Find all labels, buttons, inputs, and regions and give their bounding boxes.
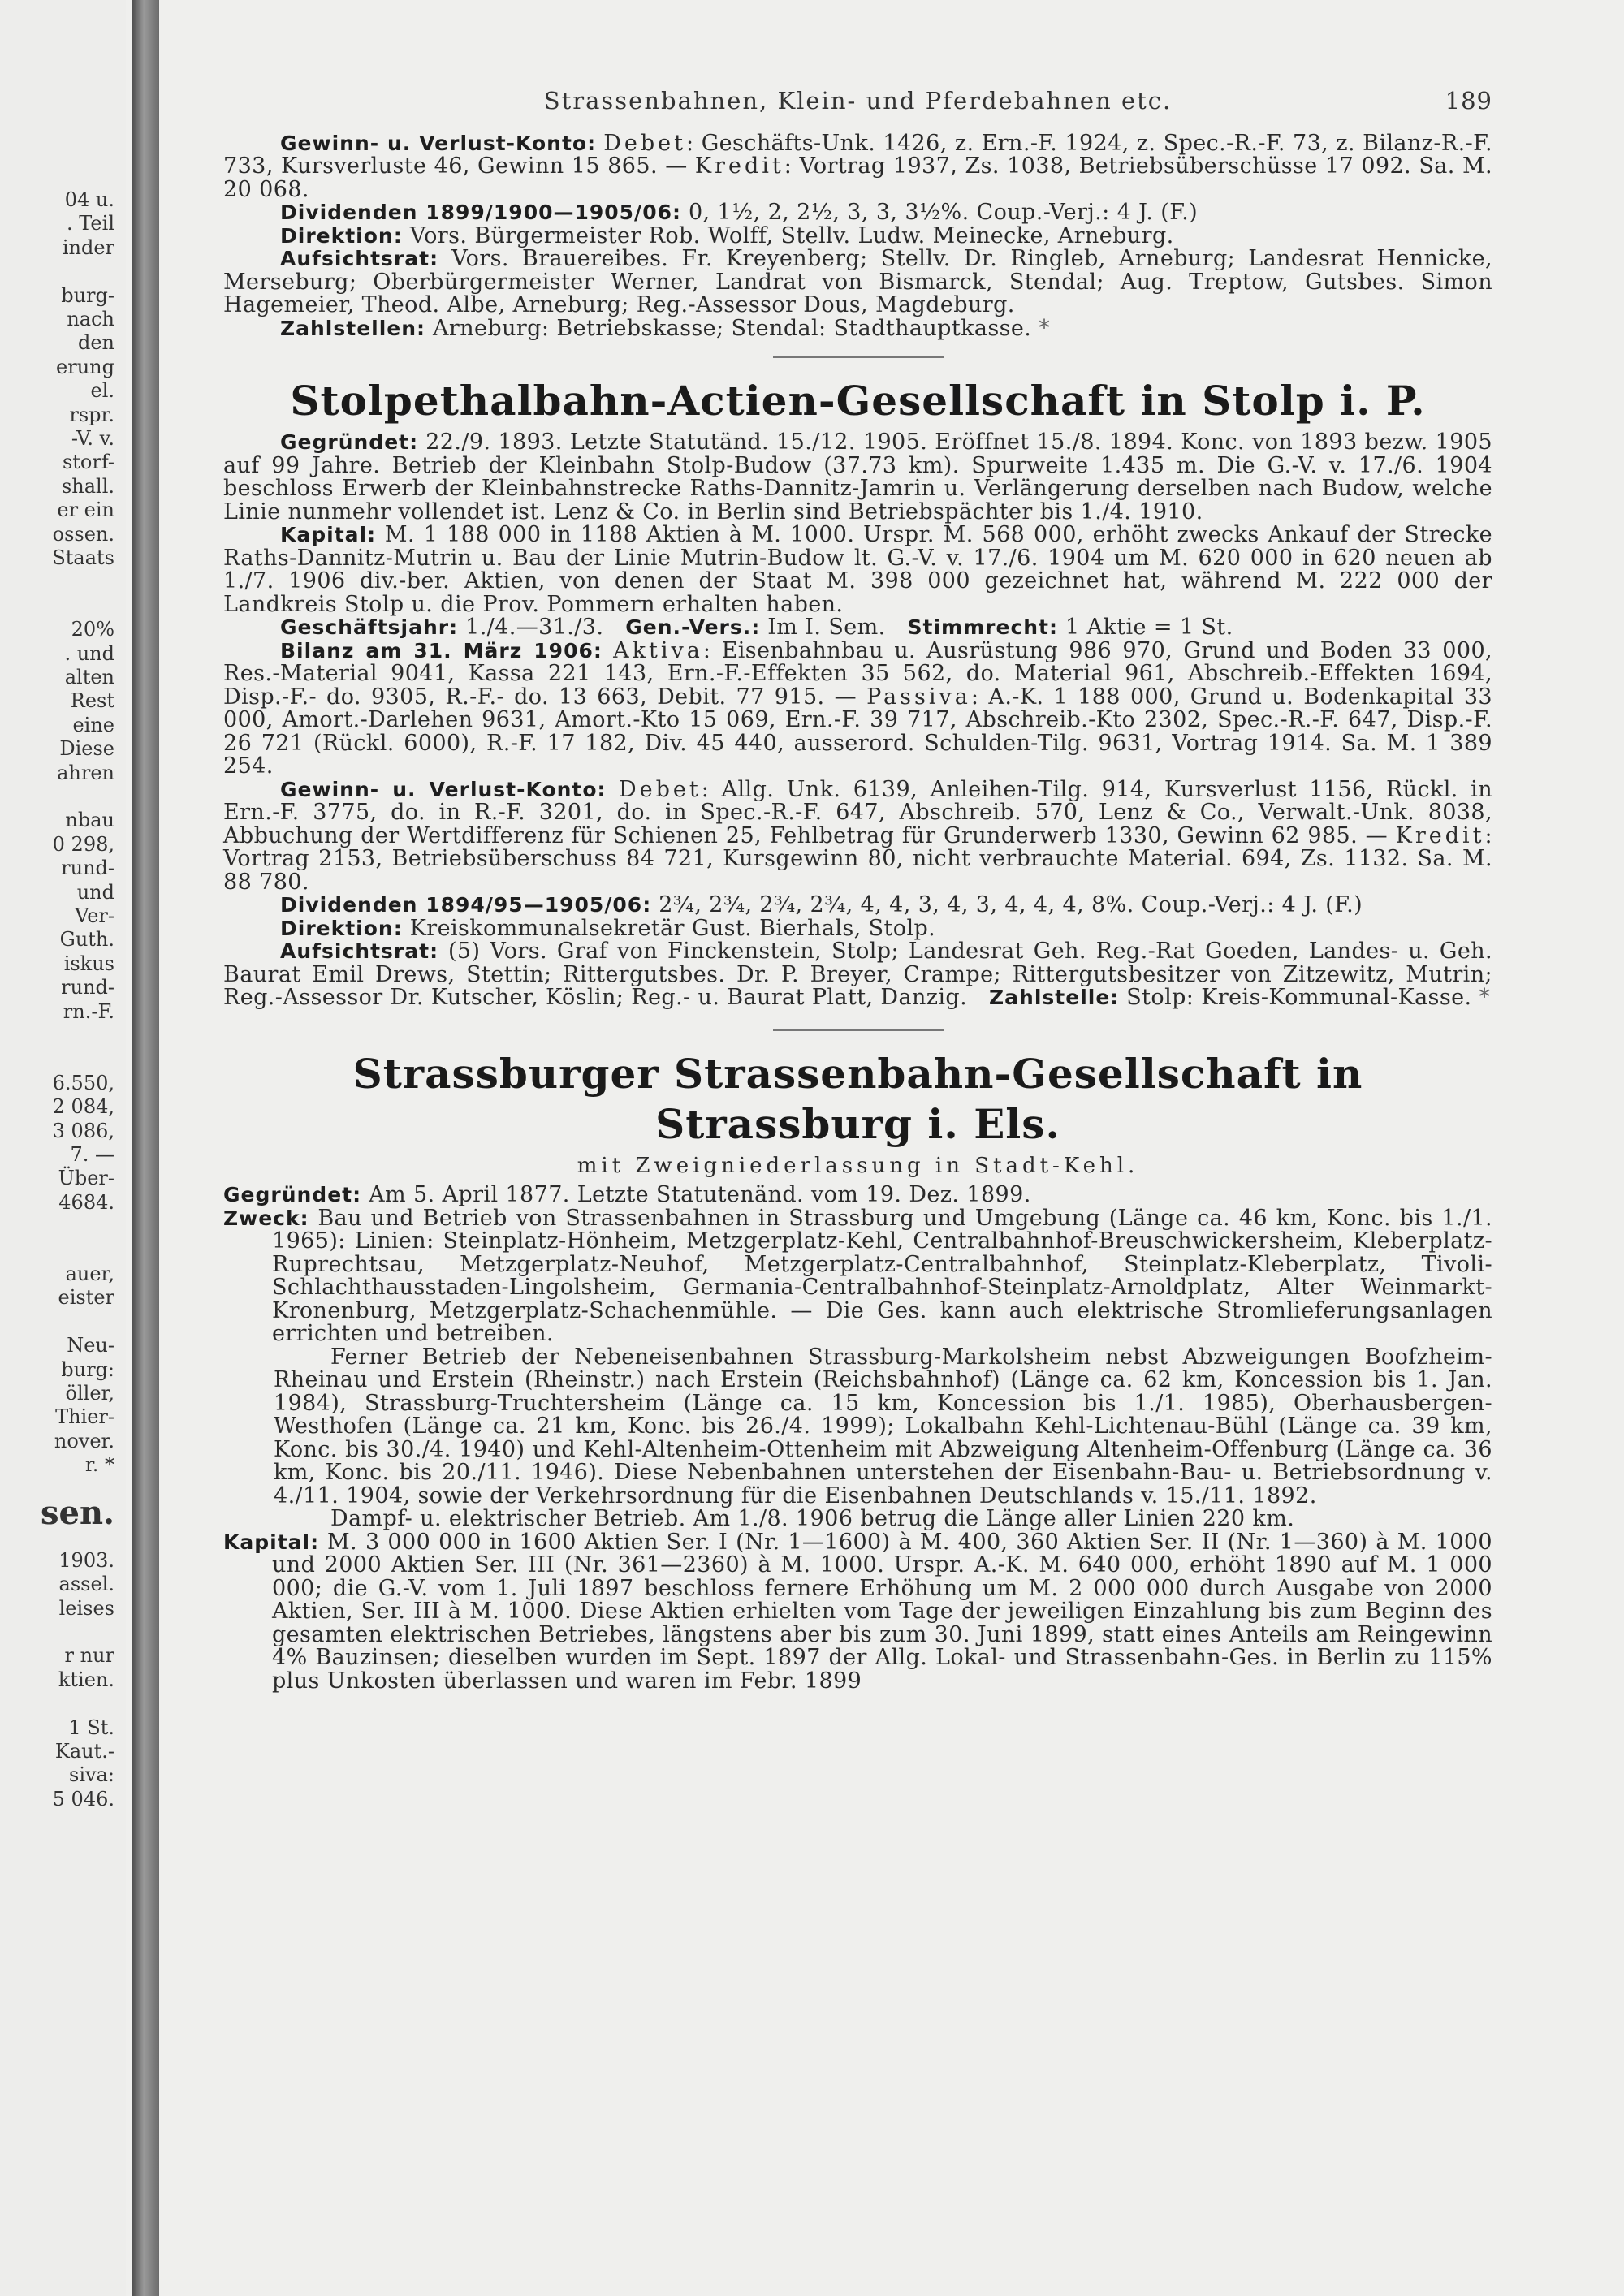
adjacent-page-fragment: Kaut.- <box>54 1740 114 1763</box>
stolp-entry <box>223 376 1492 1010</box>
prev-zahlstellen-text: Arneburg: Betriebskasse; Stendal: Stadthauptkasse. <box>433 315 1032 341</box>
adjacent-page-fragment: Über- <box>58 1167 114 1190</box>
adjacent-page-fragment: nover. <box>54 1429 114 1452</box>
adjacent-page-fragment: er ein <box>57 498 114 522</box>
stolp-gewinn-label: Gewinn- u. Verlust-Konto: <box>280 777 607 801</box>
adjacent-page-fragment: assel. <box>58 1573 114 1596</box>
stolp-bilanz <box>223 637 1493 779</box>
stolp-direktion-text: Kreiskommunalsekretär Gust. Bierhals, Stolp. <box>409 915 936 941</box>
stolp-kredit-word: Kredit <box>1395 822 1485 848</box>
prev-gewinn-text-a: : Geschäfts-Unk. 1426, z. Ern.-F. 1924, z. Spec.-R.-F. 73, z. Bilanz-R.-F. 733, Kursverluste 46, Gewinn 15 865. — <box>223 130 1493 179</box>
prev-aufsichtsrat-text: Vors. Brauereibes. Fr. Kreyenberg; Stellv. Dr. Ringleb, Arneburg; Landesrat Hennicke, Merseburg; Oberbürgermeister Werner, Landrat von Bismarck, Stendal; Aug. Treptow, Gutsbes. Simon Hagemeier, Theod. Albe, Arneburg; Reg.-Assessor Dous, Magdeburg. <box>223 246 1492 317</box>
page-body <box>223 89 1492 1693</box>
adjacent-page-fragment: 4684. <box>58 1190 114 1214</box>
strassburg-entry <box>223 1049 1492 1694</box>
adjacent-page-fragment: 1 St. <box>68 1716 114 1739</box>
stolp-kapital-label: Kapital: <box>280 523 377 546</box>
stolp-gewinn-text-b: : Vortrag 2153, Betriebsüberschuss 84 721, Kursgewinn 80, nicht verbrauchte Material. 694, Zs. 1132. Sa. M. 88 780. <box>223 822 1492 895</box>
stolp-asterisk: * <box>1479 985 1491 1010</box>
strassburg-zweck <box>223 1207 1492 1346</box>
prev-zahlstellen <box>223 317 1492 341</box>
strassburg-kapital-text: M. 3 000 000 in 1600 Aktien Ser. I (Nr. 1—1600) à M. 400, 360 Aktien Ser. II (Nr. 1—360) à M. 1000 und 2000 Aktien Ser. III (Nr. 361—2360) à M. 1000. Urspr. A.-K. M. 640 000, erhöht 1890 auf M. 1 000 000; die G.-V. vom 1. Juli 1897 beschloss fernere Erhöhung um M. 2 000 000 durch Ausgabe von 2000 Aktien, Ser. III à M. 1000. Diese Aktien erhielten vom Tage der jeweiligen Einzahlung bis zum Beginn des gesamten elektrischen Betriebes, längstens aber bis zum 30. Juni 1899, statt eines Anteils am Reingewinn 4% Bauzinsen; dieselben wurden im Sept. 1897 der Allg. Lokal- und Strassenbahn-Ges. in Berlin zu 115% plus Unkosten überlassen und waren im Febr. 1899 <box>272 1529 1492 1694</box>
adjacent-page-fragment: erung <box>56 355 114 378</box>
page-number: 189 <box>1445 87 1492 114</box>
stolp-bilanz-text-a: : Eisenbahnbau u. Ausrüstung 986 970, Grund und Boden 33 000, Res.-Material 9041, Kassa 221 143, Ern.-F.-Effekten 35 562, do. Material 961, Abschreib.-Effekten 1694, Disp.-F.- do. 9305, R.-F.- do. 13 663, Debit. 77 915. — <box>223 637 1493 710</box>
adjacent-page-fragment: öller, <box>65 1382 114 1405</box>
prev-entry <box>223 132 1492 341</box>
adjacent-page-fragment: und <box>76 880 114 904</box>
adjacent-page-fragment: 0 298, <box>52 832 114 856</box>
stolp-direktion-label: Direktion: <box>280 916 403 940</box>
strassburg-kapital-label: Kapital: <box>223 1530 320 1554</box>
stolp-gegruendet-label: Gegründet: <box>280 430 419 454</box>
stolp-dividenden <box>223 894 1492 917</box>
prev-gewinn-text-b: : Vortrag 1937, Zs. 1038, Betriebsüberschüsse 17 092. Sa. M. 20 068. <box>223 153 1492 202</box>
adjacent-page-fragment: . und <box>64 641 114 665</box>
prev-asterisk: * <box>1039 315 1051 341</box>
adjacent-page-fragment: Thier- <box>55 1405 114 1429</box>
adjacent-page-fragment: Neu- <box>67 1334 114 1357</box>
adjacent-page-fragment: shall. <box>61 474 114 498</box>
adjacent-page-fragment: el. <box>90 379 114 403</box>
stolp-passiva-word: Passiva <box>866 684 971 710</box>
adjacent-page-fragment: den <box>77 331 114 355</box>
stolp-aufsichtsrat-text: (5) Vors. Graf von Finckenstein, Stolp; Landesrat Geh. Reg.-Rat Goeden, Landes- u. Geh. Baurat Emil Drews, Stettin; Rittergutsbes. Dr. P. Breyer, Crampe; Rittergutsbesitzer von Zitzewitz, Mutrin; Reg.-Assessor Dr. Kutscher, Köslin; Reg.- u. Baurat Platt, Danzig. <box>223 939 1493 1010</box>
prev-kredit-word: Kredit <box>694 153 784 179</box>
running-header <box>223 89 1492 113</box>
stolp-geschaeftsjahr-line <box>223 616 1492 640</box>
stolp-aufsichtsrat <box>223 940 1492 1010</box>
adjacent-page-fragment: inder <box>62 235 114 259</box>
stolp-gewinn <box>223 776 1492 895</box>
adjacent-page-fragment: r. * <box>84 1453 114 1477</box>
adjacent-page-fragment: 6.550, <box>52 1071 114 1094</box>
adjacent-page-fragment: -V. v. <box>71 427 114 450</box>
adjacent-page-fragment: eine <box>72 713 114 736</box>
stolp-direktion <box>223 917 1492 941</box>
adjacent-page-fragment: nach <box>67 308 114 330</box>
adjacent-page-fragment: 1903. <box>58 1548 114 1572</box>
stolp-gegruendet-text: 22./9. 1893. Letzte Statutänd. 15./12. 1905. Eröffnet 15./8. 1894. Konc. von 1893 bezw. 1905 auf 99 Jahre. Betrieb der Kleinbahn Stolp-Budow (37.73 km). Spurweite 1.435 m. Die G.-V. v. 17./6. 1904 beschloss Erwerb der Kleinbahnstrecke Raths-Dannitz-Jamrin u. Verlängerung derselben nach Budow, welche Linie nunmehr vollendet ist. Lenz & Co. in Berlin sind Betriebspächter bis 1./4. 1910. <box>223 429 1492 524</box>
stolp-geschaeftsjahr-text: 1./4.—31./3. <box>465 615 604 640</box>
strassburg-kapital <box>223 1531 1492 1694</box>
adjacent-page-fragment: siva: <box>69 1763 114 1787</box>
adjacent-page-fragment: 3 086, <box>52 1119 114 1142</box>
adjacent-page-fragment: Rest <box>70 689 114 713</box>
prev-gewinn <box>223 132 1492 202</box>
adjacent-page-fragment: auer, <box>65 1262 114 1285</box>
adjacent-page-fragment: rund- <box>61 976 114 999</box>
adjacent-page-fragment: alten <box>64 666 114 688</box>
entry-separator <box>773 1029 944 1031</box>
prev-aufsichtsrat-label: Aufsichtsrat: <box>280 247 439 270</box>
stolp-genvers-text: Im I. Sem. <box>767 615 886 640</box>
strassburg-subtitle: mit Zweigniederlassung in Stadt-Kehl. <box>577 1153 1139 1178</box>
stolp-dividenden-text: 2¾, 2¾, 2¾, 2¾, 4, 4, 3, 4, 3, 4, 4, 4, 8%. Coup.-Verj.: 4 J. (F.) <box>659 892 1363 917</box>
adjacent-page-fragment: Guth. <box>59 928 114 952</box>
prev-aufsichtsrat <box>223 248 1492 317</box>
adjacent-page-fragment: ahren <box>57 761 114 784</box>
adjacent-page-fragment: storf- <box>62 451 114 474</box>
adjacent-page-fragment: sen. <box>41 1494 114 1532</box>
prev-dividenden-label: Dividenden 1899/1900—1905/06: <box>280 201 681 224</box>
stolp-dividenden-label: Dividenden 1894/95—1905/06: <box>280 893 652 917</box>
adjacent-page-fragment: burg- <box>61 283 114 307</box>
strassburg-gegruendet-label: Gegründet: <box>223 1183 362 1206</box>
stolp-bilanz-label: Bilanz am 31. März 1906: <box>280 638 603 662</box>
stolp-aufsichtsrat-label: Aufsichtsrat: <box>280 939 439 963</box>
adjacent-page-fragment: 20% <box>71 618 114 641</box>
strassburg-gegruendet-text: Am 5. April 1877. Letzte Statutenänd. vom 19. Dez. 1899. <box>369 1182 1031 1207</box>
adjacent-page-fragments <box>0 0 126 2296</box>
prev-direktion-text: Vors. Bürgermeister Rob. Wolff, Stellv. Ludw. Meinecke, Arneburg. <box>409 222 1174 248</box>
stolp-genvers-label: Gen.-Vers.: <box>625 615 761 639</box>
adjacent-page-fragment: rund- <box>61 857 114 880</box>
adjacent-page-fragment: r nur <box>64 1644 114 1668</box>
adjacent-page-fragment: iskus <box>63 952 114 975</box>
strassburg-ferner: Ferner Betrieb der Nebeneisenbahnen Strassburg-Markolsheim nebst Abzweigungen Boofzheim-Rheinau und Erstein (Rheinstr.) nach Erstein (Reichsbahnhof) (Länge ca. 62 km, Koncession bis 1. Jan. 1984), Strassburg-Truchtersheim (Länge ca. 15 km, Koncession bis 1./1. 1985), Oberhausbergen-Westhofen (Länge ca. 21 km, Konc. bis 26./4. 1999); Lokalbahn Kehl-Lichtenau-Bühl (Länge ca. 39 km, Konc. bis 30./4. 1940) und Kehl-Altenheim-Ottenheim mit Abzweigung Altenheim-Offenburg (Länge ca. 36 km, Konc. bis 20./11. 1946). Diese Nebenbahnen unterstehen der Eisenbahn-Bau- u. Betriebsordnung v. 4./11. 1904, sowie der Verkehrsordnung für die Eisenbahnen Deutschlands v. 15./11. 1892. <box>274 1344 1492 1508</box>
stolp-kapital <box>223 524 1492 616</box>
prev-gewinn-label: Gewinn- u. Verlust-Konto: <box>280 131 597 155</box>
adjacent-page-fragment: nbau <box>65 809 114 832</box>
prev-debet-word: Debet <box>603 130 687 156</box>
stolp-stimmrecht-label: Stimmrecht: <box>907 615 1059 639</box>
stolp-aktiva-word: Aktiva <box>613 637 703 663</box>
adjacent-page-fragment: eister <box>58 1286 114 1310</box>
stolp-title: Stolpethalbahn-Actien-Gesellschaft in Stolp i. P. <box>290 377 1426 425</box>
stolp-debet-word: Debet <box>618 776 702 802</box>
stolp-gewinn-text-a: : Allg. Unk. 6139, Anleihen-Tilg. 914, Kursverlust 1156, Rückl. in Ern.-F. 3775, do. in R.-F. 3201, do. in Spec.-R.-F. 647, Abschreib. 570, Lenz & Co., Verwalt.-Unk. 8038, Abbuchung der Wertdifferenz für Schienen 25, Fehlbetrag für Grunderwerb 1330, Gewinn 62 985. — <box>223 776 1492 848</box>
adjacent-page-fragment: 5 046. <box>52 1787 114 1810</box>
adjacent-page-fragment: 04 u. <box>64 188 114 211</box>
prev-zahlstellen-label: Zahlstellen: <box>280 316 426 340</box>
adjacent-page-fragment: 2 084, <box>52 1095 114 1119</box>
strassburg-zweck-label: Zweck: <box>223 1206 309 1230</box>
stolp-zahlstelle-text: Stolp: Kreis-Kommunal-Kasse. <box>1126 985 1472 1010</box>
entry-separator <box>773 356 944 358</box>
adjacent-page-fragment: Ver- <box>75 904 114 927</box>
adjacent-page-fragment: ktien. <box>58 1668 114 1691</box>
running-title: Strassenbahnen, Klein- und Pferdebahnen etc. <box>543 87 1173 114</box>
adjacent-page-fragment: rspr. <box>69 403 114 426</box>
strassburg-zweck-text: Bau und Betrieb von Strassenbahnen in Strassburg und Umgebung (Länge ca. 46 km, Konc. bis 1./1. 1965): Linien: Steinplatz-Hönheim, Metzgerplatz-Kehl, Centralbahnhof-Breuschwickersheim, Kleberplatz-Ruprechtsau, Metzgerplatz-Neuhof, Metzgerplatz-Centralbahnhof, Steinplatz-Kleberplatz, Tivoli-Schlachthausstaden-Lingolsheim, Germania-Centralbahnhof-Steinplatz-Arnoldplatz, Alter Weinmarkt-Kronenburg, Metzgerplatz-Schachenmühle. — Die Ges. kann auch elektrische Stromlieferungsanlagen errichten und betreiben. <box>272 1205 1492 1346</box>
stolp-geschaeftsjahr-label: Geschäftsjahr: <box>280 615 459 639</box>
strassburg-title: Strassburger Strassenbahn-Gesellschaft in Strassburg i. Els. <box>352 1049 1363 1148</box>
prev-dividenden-text: 0, 1½, 2, 2½, 3, 3, 3½%. Coup.-Verj.: 4 J. (F.) <box>688 200 1199 225</box>
adjacent-page-fragment: ossen. <box>52 522 114 546</box>
adjacent-page-fragment: Diese <box>59 737 114 761</box>
adjacent-page-fragment: leises <box>58 1596 114 1620</box>
prev-direktion-label: Direktion: <box>280 223 403 248</box>
prev-direktion <box>223 222 1492 248</box>
adjacent-page-fragment: 7. — <box>70 1143 114 1166</box>
strassburg-dampf: Dampf- u. elektrischer Betrieb. Am 1./8. 1906 betrug die Länge aller Linien 220 km. <box>330 1506 1295 1531</box>
book-gutter <box>132 0 159 2296</box>
strassburg-gegruendet <box>223 1184 1492 1207</box>
stolp-kapital-text: M. 1 188 000 in 1188 Aktien à M. 1000. Urspr. M. 568 000, erhöht zwecks Ankauf der Strecke Raths-Dannitz-Mutrin u. Bau der Linie Mutrin-Budow lt. G.-V. v. 17./6. 1904 um M. 620 000 in 620 neuen ab 1./7. 1906 div.-ber. Aktien, von denen der Staat M. 398 000 gezeichnet hat, während M. 222 000 der Landkreis Stolp u. die Prov. Pommern erhalten haben. <box>223 522 1493 617</box>
adjacent-page-fragment: Staats <box>52 546 114 569</box>
stolp-stimmrecht-text: 1 Aktie = 1 St. <box>1065 615 1233 640</box>
stolp-gegruendet <box>223 431 1492 524</box>
prev-dividenden <box>223 201 1492 225</box>
adjacent-page-fragment: burg: <box>61 1357 114 1381</box>
stolp-zahlstelle-label: Zahlstelle: <box>989 986 1120 1009</box>
adjacent-page-fragment: . Teil <box>67 212 114 235</box>
adjacent-page-fragment: rn.-F. <box>63 999 114 1023</box>
stolp-bilanz-text-b: : A.-K. 1 188 000, Grund u. Bodenkapital 33 000, Amort.-Darlehen 9631, Amort.-Kto 15 069, Ern.-F. 39 717, Abschreib.-Kto 2302, Spec.-R.-F. 647, Disp.-F. 26 721 (Rückl. 6000), R.-F. 17 182, Div. 45 440, ausserord. Schulden-Tilg. 9631, Vortrag 1914. Sa. M. 1 389 254. <box>223 684 1492 779</box>
